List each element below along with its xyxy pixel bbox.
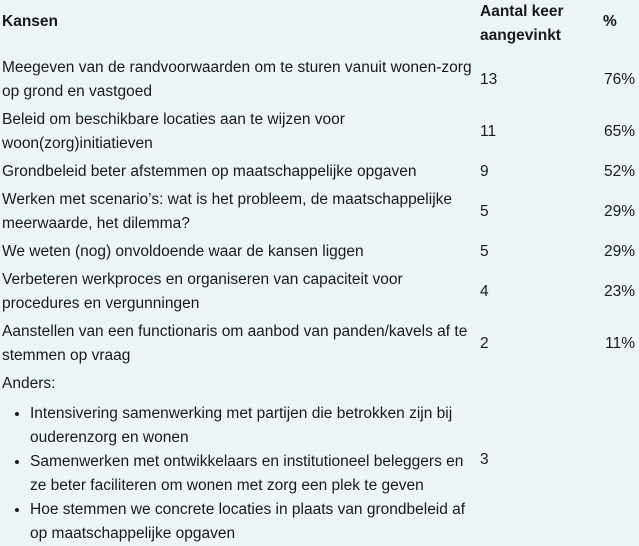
row-count: 11: [480, 123, 497, 140]
table-header-row: [0, 0, 639, 54]
row-label: Verbeteren werkproces en organiseren van capaciteit voor procedures en vergunningen: [2, 271, 403, 312]
table-row: [0, 186, 639, 238]
other-list: [2, 402, 477, 546]
row-count: 13: [480, 71, 498, 88]
header-kansen: Kansen: [2, 13, 58, 30]
list-item: • Intensivering samenwerking met partijen die betrokken zijn bij ouderenzorg en wonen: [30, 402, 477, 450]
list-item: • Hoe stemmen we concrete locaties in plaats van grondbeleid af op maatschappelijke opgaven: [30, 498, 477, 546]
table-row-other: [0, 370, 639, 546]
row-label: We weten (nog) onvoldoende waar de kansen liggen: [2, 243, 364, 260]
other-count: 3: [480, 451, 489, 468]
other-label: Anders:: [2, 375, 56, 392]
other-pct: [599, 370, 639, 546]
row-label: Werken met scenario’s: wat is het probleem, de maatschappelijke meerwaarde, het dilemma?: [2, 191, 453, 232]
row-pct: 29%: [603, 203, 635, 220]
row-count: 4: [480, 283, 489, 300]
row-label: Beleid om beschikbare locaties aan te wijzen voor woon(zorg)initiatieven: [2, 111, 345, 152]
table-row: [0, 266, 639, 318]
row-pct: 23%: [603, 283, 635, 300]
table-row: [0, 54, 639, 106]
list-item: • Samenwerken met ontwikkelaars en institutioneel beleggers en ze beter faciliteren om wonen met zorg een plek te geven: [30, 450, 477, 498]
table-row: [0, 106, 639, 158]
row-count: 5: [480, 243, 489, 260]
row-count: 9: [480, 163, 489, 180]
other-cell: [0, 370, 477, 546]
table-row: [0, 318, 639, 370]
row-pct: 65%: [603, 123, 635, 140]
row-pct: 52%: [603, 163, 635, 180]
row-label: Grondbeleid beter afstemmen op maatschappelijke opgaven: [2, 163, 417, 180]
row-pct: 11%: [605, 335, 635, 352]
table-row: [0, 238, 639, 266]
row-label: Meegeven van de randvoorwaarden om te sturen vanuit wonen-zorg op grond en vastgoed: [2, 59, 472, 100]
row-count: 2: [480, 335, 489, 352]
header-aantal: Aantal keer aangevinkt: [480, 3, 564, 44]
row-label: Aanstellen van een functionaris om aanbod van panden/kavels af te stemmen op vraag: [2, 323, 468, 364]
header-pct: %: [603, 13, 617, 30]
row-pct: 29%: [603, 243, 635, 260]
row-pct: 76%: [603, 71, 635, 88]
table-row: [0, 158, 639, 186]
row-count: 5: [480, 203, 489, 220]
